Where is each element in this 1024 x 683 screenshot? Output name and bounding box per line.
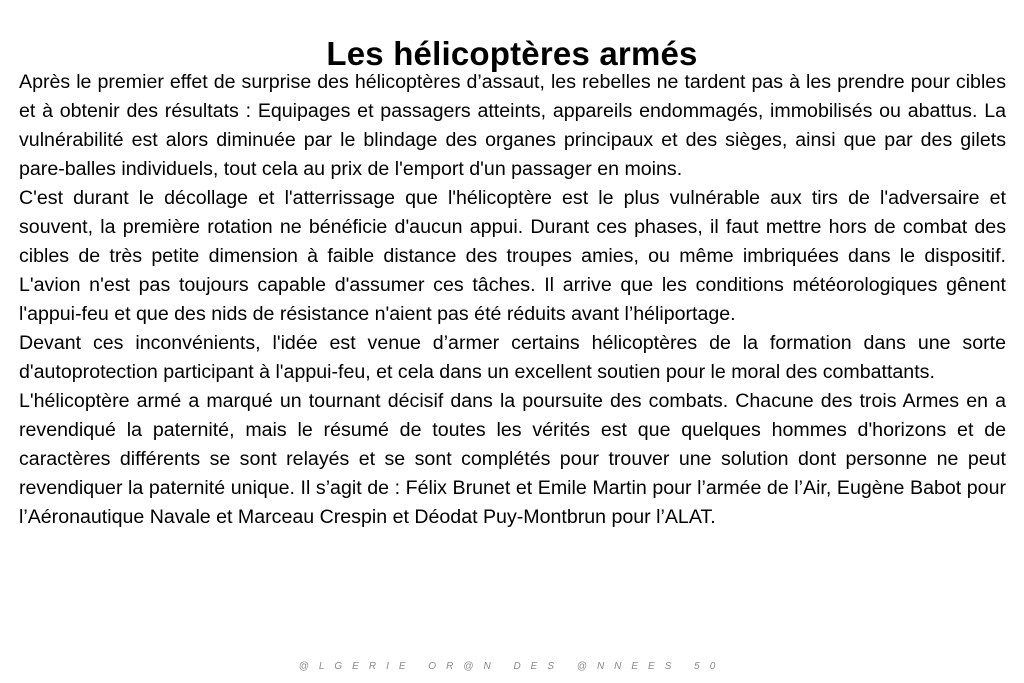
document-body (19, 68, 1006, 532)
paragraph-2: C'est durant le décollage et l'atterrissage que l'hélicoptère est le plus vulnérable aux tirs de l'adversaire et souvent, la première rotation ne bénéficie d'aucun appui. Durant ces phases, il faut mettre hors de combat des cibles de très petite dimension à faible distance des troupes amies, ou même imbriquées dans le dispositif. L'avion n'est pas toujours capable d'assumer ces tâches. Il arrive que les conditions météorologiques gênent l'appui-feu et que des nids de résistance n'aient pas été réduits avant l’héliportage. (19, 187, 1006, 325)
paragraph-1: Après le premier effet de surprise des hélicoptères d’assaut, les rebelles ne tardent pas à les prendre pour cibles et à obtenir des résultats : Equipages et passagers atteints, appareils endommagés, immobilisés ou abattus. La vulnérabilité est alors diminuée par le blindage des organes principaux et des sièges, ainsi que par des gilets pare-balles individuels, tout cela au prix de l'emport d'un passager en moins. (19, 71, 1006, 180)
footer-watermark: @LGERIE OR@N DES @NNEES 50 (298, 661, 726, 672)
page-title: Les hélicoptères armés (326, 35, 698, 73)
paragraph-4: L'hélicoptère armé a marqué un tournant décisif dans la poursuite des combats. Chacune des trois Armes en a revendiqué la paternité, mais le résumé de toutes les vérités est que quelques hommes d'horizons et de caractères différents se sont relayés et se sont complétés pour trouver une solution dont personne ne peut revendiquer la paternité unique. Il s’agit de : Félix Brunet et Emile Martin pour l’armée de l’Air, Eugène Babot pour l’Aéronautique Navale et Marceau Crespin et Déodat Puy-Montbrun pour l’ALAT. (19, 390, 1006, 528)
paragraph-3: Devant ces inconvénients, l'idée est venue d’armer certains hélicoptères de la formation dans une sorte d'autoprotection participant à l'appui-feu, et cela dans un excellent soutien pour le moral des combattants. (19, 332, 1006, 383)
